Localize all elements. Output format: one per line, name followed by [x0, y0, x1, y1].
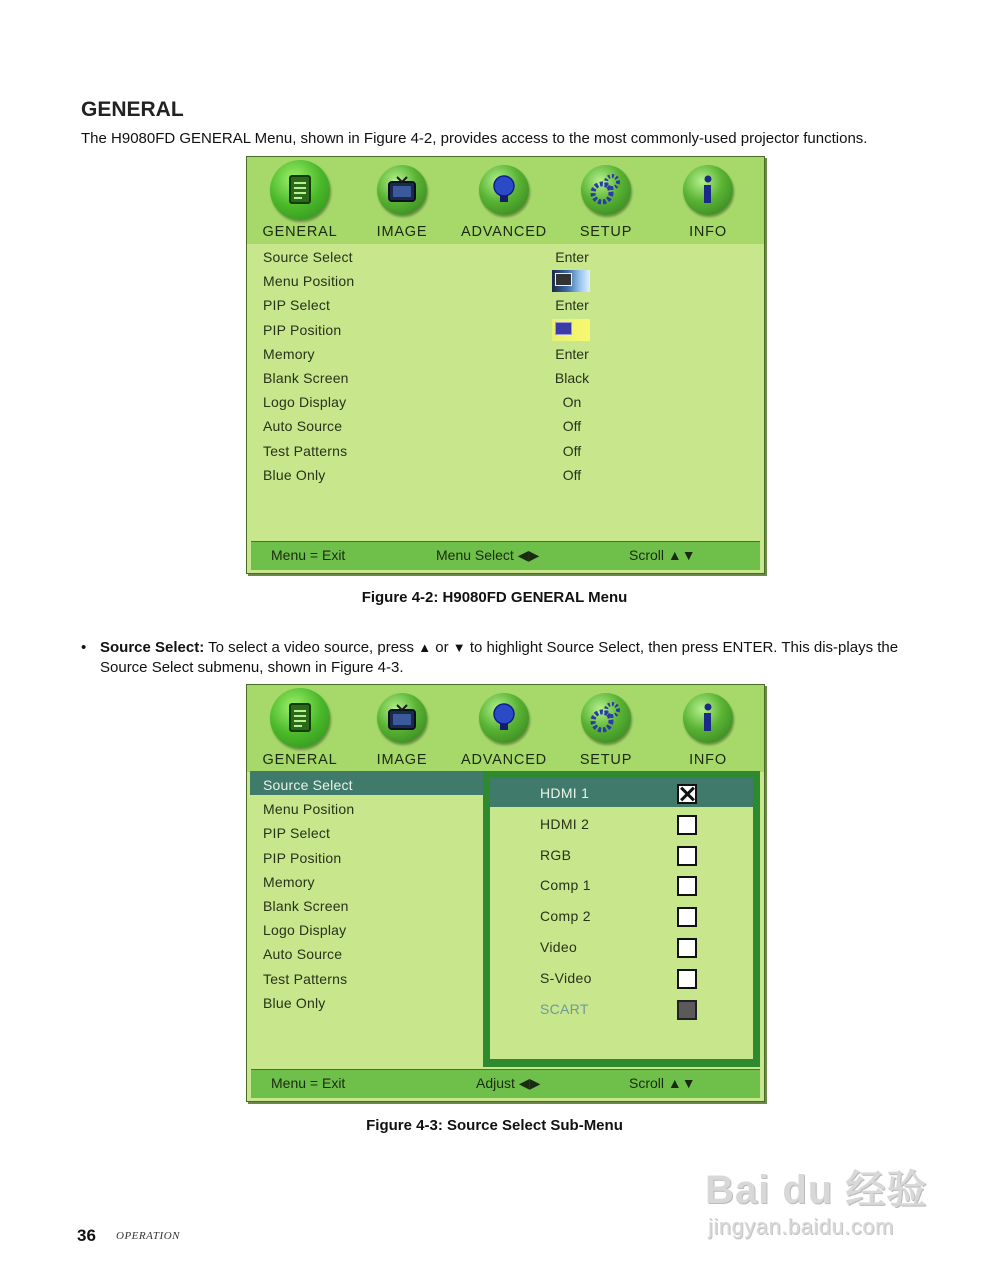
- tab-general[interactable]: [248, 157, 352, 244]
- menu-item-label[interactable]: PIP Select: [263, 825, 331, 842]
- source-checkbox[interactable]: [677, 846, 697, 866]
- figure-caption-4-3: Figure 4-3: Source Select Sub-Menu: [366, 1117, 623, 1134]
- tab-label: IMAGE: [376, 752, 428, 768]
- menu-item-label[interactable]: PIP Select: [263, 297, 331, 314]
- source-option-label[interactable]: HDMI 2: [540, 815, 590, 832]
- tab-label: INFO: [689, 752, 727, 768]
- menu-item-label[interactable]: Auto Source: [263, 946, 343, 963]
- bullet-dot: •: [81, 639, 87, 656]
- menu-item-label[interactable]: Test Patterns: [263, 442, 348, 459]
- menu-item-label[interactable]: Blue Only: [263, 994, 326, 1011]
- watermark-url: jingyan.baidu.com: [708, 1214, 894, 1239]
- down-triangle-icon: ▼: [452, 640, 466, 655]
- section-name: OPERATION: [116, 1230, 180, 1242]
- footer-adjust-hint: Adjust ◀▶: [476, 1075, 541, 1091]
- menu-item-label[interactable]: Test Patterns: [263, 970, 348, 987]
- watermark-logo: Bai du 经验: [705, 1168, 928, 1212]
- source-select-submenu: [483, 771, 760, 1067]
- menu-item-label[interactable]: Logo Display: [263, 394, 347, 411]
- source-checkbox: [677, 1000, 697, 1020]
- left-arrow-icon: ◀: [517, 547, 529, 563]
- tab-label: INFO: [689, 224, 727, 240]
- source-checkbox[interactable]: [677, 969, 697, 989]
- footer-scroll-hint: Scroll ▲▼: [629, 547, 696, 563]
- submenu-highlight: [490, 778, 753, 807]
- source-checkbox[interactable]: [677, 815, 697, 835]
- source-checkbox[interactable]: [677, 784, 697, 804]
- footer-scroll-hint: Scroll ▲▼: [629, 1075, 696, 1091]
- gears-icon: [581, 693, 631, 743]
- tab-label: SETUP: [579, 224, 633, 240]
- menu-footer: [251, 1069, 760, 1098]
- tab-advanced[interactable]: [452, 685, 556, 772]
- menu-item-value[interactable]: Off: [562, 442, 582, 459]
- menu-item-label[interactable]: Auto Source: [263, 418, 343, 435]
- menu-item-value[interactable]: Off: [562, 466, 582, 483]
- source-option-label[interactable]: Video: [540, 939, 578, 955]
- menu-item-label[interactable]: PIP Position: [263, 849, 342, 866]
- menu-item-value[interactable]: Enter: [555, 345, 589, 362]
- up-arrow-icon: ▲: [667, 1075, 682, 1091]
- document-icon: [270, 160, 330, 220]
- tv-icon: [377, 165, 427, 215]
- bullet-source-select: • Source Select: To select a video source, press ▲ or ▼ to highlight Source Select, then press ENTER. This dis-plays the Source Select submenu, shown in Figure 4-3.: [81, 639, 899, 676]
- info-icon: [683, 693, 733, 743]
- info-icon: [683, 165, 733, 215]
- down-arrow-icon: ▼: [681, 547, 696, 563]
- tab-setup[interactable]: [554, 685, 658, 772]
- menu-item-label[interactable]: Logo Display: [263, 922, 347, 939]
- tab-label: GENERAL: [262, 752, 338, 768]
- page-number: 36: [77, 1226, 96, 1245]
- menu-item-label[interactable]: Memory: [263, 873, 315, 890]
- source-option-label[interactable]: Comp 1: [540, 877, 591, 894]
- menu-item-value[interactable]: Off: [562, 418, 582, 435]
- source-option-label[interactable]: RGB: [540, 846, 572, 863]
- tab-image[interactable]: [350, 685, 454, 772]
- footer-select-hint: Menu Select ◀▶: [436, 547, 540, 563]
- figure-caption-4-2: Figure 4-2: H9080FD GENERAL Menu: [361, 589, 628, 606]
- watermark: [700, 1130, 940, 1250]
- footer-exit-hint: Menu = Exit: [271, 1075, 346, 1091]
- bullet-term: Source Select:: [100, 639, 205, 656]
- source-option-label[interactable]: Comp 2: [540, 908, 591, 925]
- tab-label: GENERAL: [262, 224, 338, 240]
- menu-item-label[interactable]: Source Select: [263, 249, 353, 265]
- tab-advanced[interactable]: [452, 157, 556, 244]
- source-checkbox[interactable]: [677, 938, 697, 958]
- tab-label: IMAGE: [376, 224, 428, 240]
- tab-general[interactable]: [248, 685, 352, 772]
- footer-exit-hint: Menu = Exit: [271, 547, 346, 563]
- section-heading: GENERAL: [81, 98, 184, 121]
- source-option-label[interactable]: S-Video: [540, 969, 592, 986]
- tab-setup[interactable]: [554, 157, 658, 244]
- right-arrow-icon: ▶: [529, 1075, 541, 1091]
- menu-item-label[interactable]: Menu Position: [263, 273, 355, 290]
- up-arrow-icon: ▲: [667, 547, 682, 563]
- menu-item-label[interactable]: Menu Position: [263, 801, 355, 818]
- tab-info[interactable]: [656, 157, 760, 244]
- source-option-label: SCART: [540, 1000, 589, 1017]
- lightbulb-icon: [479, 693, 529, 743]
- down-arrow-icon: ▼: [681, 1075, 696, 1091]
- tv-icon: [377, 693, 427, 743]
- tab-image[interactable]: [350, 157, 454, 244]
- menu-position-swatch[interactable]: [552, 270, 590, 292]
- source-select-menu-figure: [246, 684, 765, 1102]
- menu-item-value[interactable]: Enter: [555, 249, 589, 265]
- menu-item-label[interactable]: Blue Only: [263, 466, 326, 483]
- menu-item-label[interactable]: Blank Screen: [263, 370, 349, 386]
- document-icon: [270, 688, 330, 748]
- tab-label: ADVANCED: [461, 224, 547, 240]
- lightbulb-icon: [479, 165, 529, 215]
- menu-item-value[interactable]: Black: [554, 370, 590, 386]
- gears-icon: [581, 165, 631, 215]
- right-arrow-icon: ▶: [528, 547, 540, 563]
- menu-item-label[interactable]: Source Select: [263, 777, 353, 793]
- general-menu-figure: [246, 156, 765, 574]
- pip-position-swatch[interactable]: [552, 319, 590, 341]
- menu-item-label[interactable]: Blank Screen: [263, 898, 349, 914]
- source-checkbox[interactable]: [677, 876, 697, 896]
- menu-item-label[interactable]: Memory: [263, 345, 315, 362]
- source-checkbox[interactable]: [677, 907, 697, 927]
- up-triangle-icon: ▲: [418, 640, 432, 655]
- left-arrow-icon: ◀: [518, 1075, 530, 1091]
- tab-info[interactable]: [656, 685, 760, 772]
- intro-paragraph: The H9080FD GENERAL Menu, shown in Figure 4-2, provides access to the most commonly-used projector functions.: [81, 130, 868, 147]
- source-option-label[interactable]: HDMI 1: [540, 785, 590, 801]
- menu-footer: [251, 541, 760, 570]
- tab-label: SETUP: [579, 752, 633, 768]
- tab-label: ADVANCED: [461, 752, 547, 768]
- menu-item-value[interactable]: Enter: [555, 297, 589, 314]
- menu-item-label[interactable]: PIP Position: [263, 321, 342, 338]
- menu-item-value[interactable]: On: [562, 394, 582, 411]
